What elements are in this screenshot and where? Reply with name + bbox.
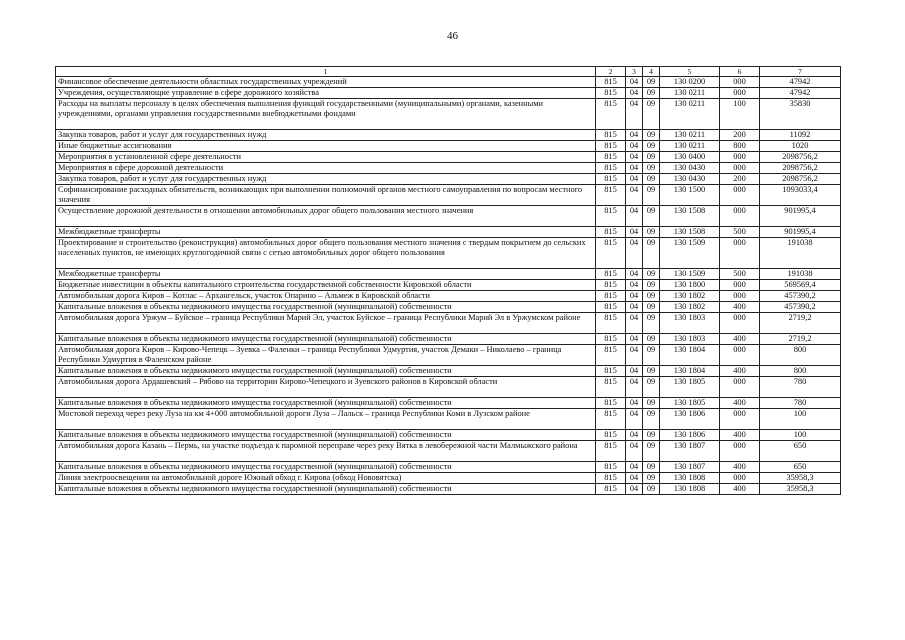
item-name-cell: Межбюджетные трансферты bbox=[56, 269, 596, 280]
header-cell: 4 bbox=[643, 67, 660, 77]
item-name-cell: Закупка товаров, работ и услуг для государственных нужд bbox=[56, 130, 596, 141]
expense-type-cell: 400 bbox=[720, 462, 760, 473]
target-article-cell: 130 1806 bbox=[660, 409, 720, 430]
amount-cell: 191038 bbox=[760, 269, 841, 280]
amount-cell: 780 bbox=[760, 377, 841, 398]
subsection-cell: 09 bbox=[643, 185, 660, 206]
table-row bbox=[56, 473, 841, 484]
subsection-cell: 09 bbox=[643, 334, 660, 345]
target-article-cell: 130 1802 bbox=[660, 291, 720, 302]
table-row bbox=[56, 430, 841, 441]
ministry-code-cell: 815 bbox=[596, 227, 626, 238]
ministry-code-cell: 815 bbox=[596, 398, 626, 409]
target-article-cell: 130 1800 bbox=[660, 280, 720, 291]
expense-type-cell: 000 bbox=[720, 291, 760, 302]
amount-cell: 2719,2 bbox=[760, 313, 841, 334]
section-cell: 04 bbox=[626, 377, 643, 398]
item-name-cell: Иные бюджетные ассигнования bbox=[56, 141, 596, 152]
amount-cell: 650 bbox=[760, 441, 841, 462]
subsection-cell: 09 bbox=[643, 473, 660, 484]
table-header-row bbox=[56, 67, 841, 77]
amount-cell: 100 bbox=[760, 430, 841, 441]
item-name-cell: Закупка товаров, работ и услуг для государственных нужд bbox=[56, 174, 596, 185]
budget-table bbox=[55, 66, 841, 495]
ministry-code-cell: 815 bbox=[596, 269, 626, 280]
expense-type-cell: 500 bbox=[720, 269, 760, 280]
target-article-cell: 130 1808 bbox=[660, 484, 720, 495]
item-name-cell: Капитальные вложения в объекты недвижимого имущества государственной (муниципальной) собственности bbox=[56, 430, 596, 441]
item-name-cell: Мостовой переход через реку Луза на км 4+000 автомобильной дороги Луза – Лальск – граница Республики Коми в Лузском районе bbox=[56, 409, 596, 430]
section-cell: 04 bbox=[626, 441, 643, 462]
amount-cell: 35830 bbox=[760, 99, 841, 130]
expense-type-cell: 000 bbox=[720, 206, 760, 227]
header-cell: 2 bbox=[596, 67, 626, 77]
amount-cell: 47942 bbox=[760, 77, 841, 88]
table-row bbox=[56, 409, 841, 430]
expense-type-cell: 500 bbox=[720, 227, 760, 238]
target-article-cell: 130 1803 bbox=[660, 334, 720, 345]
target-article-cell: 130 1803 bbox=[660, 313, 720, 334]
expense-type-cell: 000 bbox=[720, 345, 760, 366]
amount-cell: 800 bbox=[760, 366, 841, 377]
expense-type-cell: 000 bbox=[720, 77, 760, 88]
table-row bbox=[56, 334, 841, 345]
expense-type-cell: 200 bbox=[720, 174, 760, 185]
amount-cell: 11092 bbox=[760, 130, 841, 141]
ministry-code-cell: 815 bbox=[596, 77, 626, 88]
section-cell: 04 bbox=[626, 185, 643, 206]
ministry-code-cell: 815 bbox=[596, 430, 626, 441]
subsection-cell: 09 bbox=[643, 291, 660, 302]
subsection-cell: 09 bbox=[643, 484, 660, 495]
table-row bbox=[56, 366, 841, 377]
table-row bbox=[56, 141, 841, 152]
item-name-cell: Мероприятия в сфере дорожной деятельности bbox=[56, 163, 596, 174]
target-article-cell: 130 1508 bbox=[660, 206, 720, 227]
section-cell: 04 bbox=[626, 99, 643, 130]
table-row bbox=[56, 484, 841, 495]
item-name-cell: Капитальные вложения в объекты недвижимого имущества государственной (муниципальной) собственности bbox=[56, 484, 596, 495]
item-name-cell: Капитальные вложения в объекты недвижимого имущества государственной (муниципальной) собственности bbox=[56, 302, 596, 313]
expense-type-cell: 100 bbox=[720, 99, 760, 130]
expense-type-cell: 200 bbox=[720, 130, 760, 141]
section-cell: 04 bbox=[626, 291, 643, 302]
table-row bbox=[56, 313, 841, 334]
item-name-cell: Автомобильная дорога Казань – Пермь, на участке подъезда к паромной переправе через реку Вятка в левобережной части Малмыжского района bbox=[56, 441, 596, 462]
ministry-code-cell: 815 bbox=[596, 163, 626, 174]
item-name-cell: Линия электроосвещения на автомобильной дороге Южный обход г. Кирова (обход Нововятска) bbox=[56, 473, 596, 484]
section-cell: 04 bbox=[626, 366, 643, 377]
ministry-code-cell: 815 bbox=[596, 141, 626, 152]
section-cell: 04 bbox=[626, 152, 643, 163]
section-cell: 04 bbox=[626, 302, 643, 313]
target-article-cell: 130 0430 bbox=[660, 163, 720, 174]
amount-cell: 780 bbox=[760, 398, 841, 409]
table-row bbox=[56, 77, 841, 88]
section-cell: 04 bbox=[626, 430, 643, 441]
ministry-code-cell: 815 bbox=[596, 462, 626, 473]
header-cell: 6 bbox=[720, 67, 760, 77]
amount-cell: 35958,3 bbox=[760, 484, 841, 495]
target-article-cell: 130 1808 bbox=[660, 473, 720, 484]
table-row bbox=[56, 88, 841, 99]
expense-type-cell: 400 bbox=[720, 302, 760, 313]
item-name-cell: Проектирование и строительство (реконструкция) автомобильных дорог общего пользования местного значения с твердым покрытием до сельских населенных пунктов, не имеющих круглогодичной связи с сетью автомобильных дорог общего пользования bbox=[56, 238, 596, 269]
expense-type-cell: 400 bbox=[720, 334, 760, 345]
target-article-cell: 130 0430 bbox=[660, 174, 720, 185]
ministry-code-cell: 815 bbox=[596, 99, 626, 130]
expense-type-cell: 000 bbox=[720, 163, 760, 174]
expense-type-cell: 000 bbox=[720, 473, 760, 484]
expense-type-cell: 000 bbox=[720, 152, 760, 163]
item-name-cell: Автомобильная дорога Киров – Кирово-Чепецк – Зуевка – Фаленки – граница Республики Удмуртия, участок Демаки – Николаево – граница Республики Удмуртия в Фаленском районе bbox=[56, 345, 596, 366]
subsection-cell: 09 bbox=[643, 163, 660, 174]
item-name-cell: Капитальные вложения в объекты недвижимого имущества государственной (муниципальной) собственности bbox=[56, 334, 596, 345]
subsection-cell: 09 bbox=[643, 174, 660, 185]
subsection-cell: 09 bbox=[643, 238, 660, 269]
table-row bbox=[56, 345, 841, 366]
table-row bbox=[56, 130, 841, 141]
ministry-code-cell: 815 bbox=[596, 291, 626, 302]
table-row bbox=[56, 398, 841, 409]
ministry-code-cell: 815 bbox=[596, 484, 626, 495]
ministry-code-cell: 815 bbox=[596, 185, 626, 206]
ministry-code-cell: 815 bbox=[596, 409, 626, 430]
section-cell: 04 bbox=[626, 163, 643, 174]
item-name-cell: Расходы на выплаты персоналу в целях обеспечения выполнения функций государственными (муниципальными) органами, казенными учреждениями, органами управления государственными внебюджетными фондами bbox=[56, 99, 596, 130]
ministry-code-cell: 815 bbox=[596, 152, 626, 163]
section-cell: 04 bbox=[626, 409, 643, 430]
target-article-cell: 130 1802 bbox=[660, 302, 720, 313]
subsection-cell: 09 bbox=[643, 366, 660, 377]
table-row bbox=[56, 206, 841, 227]
target-article-cell: 130 0211 bbox=[660, 99, 720, 130]
table-row bbox=[56, 238, 841, 269]
target-article-cell: 130 1508 bbox=[660, 227, 720, 238]
table-row bbox=[56, 291, 841, 302]
ministry-code-cell: 815 bbox=[596, 238, 626, 269]
subsection-cell: 09 bbox=[643, 398, 660, 409]
section-cell: 04 bbox=[626, 280, 643, 291]
table-row bbox=[56, 269, 841, 280]
expense-type-cell: 000 bbox=[720, 313, 760, 334]
ministry-code-cell: 815 bbox=[596, 473, 626, 484]
subsection-cell: 09 bbox=[643, 345, 660, 366]
expense-type-cell: 000 bbox=[720, 409, 760, 430]
ministry-code-cell: 815 bbox=[596, 206, 626, 227]
target-article-cell: 130 1500 bbox=[660, 185, 720, 206]
expense-type-cell: 000 bbox=[720, 441, 760, 462]
item-name-cell: Автомобильная дорога Киров – Котлас – Архангельск, участок Опарино – Альмеж в Кировской области bbox=[56, 291, 596, 302]
table-row bbox=[56, 163, 841, 174]
expense-type-cell: 400 bbox=[720, 366, 760, 377]
ministry-code-cell: 815 bbox=[596, 366, 626, 377]
item-name-cell: Софинансирование расходных обязательств, возникающих при выполнении полномочий органов местного самоуправления по вопросам местного значения bbox=[56, 185, 596, 206]
section-cell: 04 bbox=[626, 473, 643, 484]
ministry-code-cell: 815 bbox=[596, 174, 626, 185]
section-cell: 04 bbox=[626, 484, 643, 495]
target-article-cell: 130 1807 bbox=[660, 441, 720, 462]
table-row bbox=[56, 302, 841, 313]
expense-type-cell: 000 bbox=[720, 185, 760, 206]
amount-cell: 2098756,2 bbox=[760, 163, 841, 174]
amount-cell: 457390,2 bbox=[760, 291, 841, 302]
expense-type-cell: 800 bbox=[720, 141, 760, 152]
amount-cell: 800 bbox=[760, 345, 841, 366]
subsection-cell: 09 bbox=[643, 130, 660, 141]
section-cell: 04 bbox=[626, 334, 643, 345]
ministry-code-cell: 815 bbox=[596, 302, 626, 313]
amount-cell: 1020 bbox=[760, 141, 841, 152]
item-name-cell: Осуществление дорожной деятельности в отношении автомобильных дорог общего пользования местного значения bbox=[56, 206, 596, 227]
target-article-cell: 130 0211 bbox=[660, 141, 720, 152]
expense-type-cell: 000 bbox=[720, 238, 760, 269]
section-cell: 04 bbox=[626, 398, 643, 409]
section-cell: 04 bbox=[626, 206, 643, 227]
target-article-cell: 130 0400 bbox=[660, 152, 720, 163]
target-article-cell: 130 1804 bbox=[660, 345, 720, 366]
subsection-cell: 09 bbox=[643, 441, 660, 462]
target-article-cell: 130 1509 bbox=[660, 238, 720, 269]
table-row bbox=[56, 227, 841, 238]
table-row bbox=[56, 99, 841, 130]
section-cell: 04 bbox=[626, 88, 643, 99]
subsection-cell: 09 bbox=[643, 77, 660, 88]
table-row bbox=[56, 462, 841, 473]
target-article-cell: 130 1805 bbox=[660, 377, 720, 398]
section-cell: 04 bbox=[626, 130, 643, 141]
item-name-cell: Межбюджетные трансферты bbox=[56, 227, 596, 238]
section-cell: 04 bbox=[626, 269, 643, 280]
section-cell: 04 bbox=[626, 227, 643, 238]
amount-cell: 2098756,2 bbox=[760, 174, 841, 185]
expense-type-cell: 000 bbox=[720, 377, 760, 398]
target-article-cell: 130 1804 bbox=[660, 366, 720, 377]
subsection-cell: 09 bbox=[643, 206, 660, 227]
item-name-cell: Учреждения, осуществляющие управление в сфере дорожного хозяйства bbox=[56, 88, 596, 99]
expense-type-cell: 400 bbox=[720, 484, 760, 495]
subsection-cell: 09 bbox=[643, 280, 660, 291]
section-cell: 04 bbox=[626, 462, 643, 473]
item-name-cell: Автомобильная дорога Ардашевский – Рябово на территории Кирово-Чепецкого и Зуевского районов в Кировской области bbox=[56, 377, 596, 398]
subsection-cell: 09 bbox=[643, 409, 660, 430]
item-name-cell: Капитальные вложения в объекты недвижимого имущества государственной (муниципальной) собственности bbox=[56, 398, 596, 409]
amount-cell: 650 bbox=[760, 462, 841, 473]
header-cell: 1 bbox=[56, 67, 596, 77]
amount-cell: 100 bbox=[760, 409, 841, 430]
table-row bbox=[56, 377, 841, 398]
table-row bbox=[56, 280, 841, 291]
amount-cell: 35958,3 bbox=[760, 473, 841, 484]
section-cell: 04 bbox=[626, 313, 643, 334]
expense-type-cell: 000 bbox=[720, 280, 760, 291]
table-row bbox=[56, 152, 841, 163]
expense-type-cell: 000 bbox=[720, 88, 760, 99]
item-name-cell: Мероприятия в установленной сфере деятельности bbox=[56, 152, 596, 163]
subsection-cell: 09 bbox=[643, 462, 660, 473]
target-article-cell: 130 1806 bbox=[660, 430, 720, 441]
subsection-cell: 09 bbox=[643, 227, 660, 238]
subsection-cell: 09 bbox=[643, 313, 660, 334]
subsection-cell: 09 bbox=[643, 269, 660, 280]
ministry-code-cell: 815 bbox=[596, 280, 626, 291]
item-name-cell: Автомобильная дорога Уржум – Буйское – граница Республики Марий Эл, участок Буйское – граница Республики Марий Эл в Уржумском районе bbox=[56, 313, 596, 334]
ministry-code-cell: 815 bbox=[596, 88, 626, 99]
table-row bbox=[56, 174, 841, 185]
section-cell: 04 bbox=[626, 141, 643, 152]
target-article-cell: 130 0211 bbox=[660, 130, 720, 141]
ministry-code-cell: 815 bbox=[596, 377, 626, 398]
subsection-cell: 09 bbox=[643, 430, 660, 441]
item-name-cell: Капитальные вложения в объекты недвижимого имущества государственной (муниципальной) собственности bbox=[56, 366, 596, 377]
amount-cell: 901995,4 bbox=[760, 206, 841, 227]
ministry-code-cell: 815 bbox=[596, 441, 626, 462]
subsection-cell: 09 bbox=[643, 88, 660, 99]
item-name-cell: Бюджетные инвестиции в объекты капитального строительства государственной собственности Кировской области bbox=[56, 280, 596, 291]
amount-cell: 2098756,2 bbox=[760, 152, 841, 163]
amount-cell: 191038 bbox=[760, 238, 841, 269]
amount-cell: 457390,2 bbox=[760, 302, 841, 313]
section-cell: 04 bbox=[626, 174, 643, 185]
header-cell: 5 bbox=[660, 67, 720, 77]
target-article-cell: 130 0211 bbox=[660, 88, 720, 99]
item-name-cell: Капитальные вложения в объекты недвижимого имущества государственной (муниципальной) собственности bbox=[56, 462, 596, 473]
page-number: 46 bbox=[447, 30, 458, 42]
amount-cell: 901995,4 bbox=[760, 227, 841, 238]
table-row bbox=[56, 441, 841, 462]
table-row bbox=[56, 185, 841, 206]
amount-cell: 569569,4 bbox=[760, 280, 841, 291]
section-cell: 04 bbox=[626, 345, 643, 366]
header-cell: 7 bbox=[760, 67, 841, 77]
target-article-cell: 130 1807 bbox=[660, 462, 720, 473]
subsection-cell: 09 bbox=[643, 99, 660, 130]
header-cell: 3 bbox=[626, 67, 643, 77]
section-cell: 04 bbox=[626, 77, 643, 88]
amount-cell: 1093033,4 bbox=[760, 185, 841, 206]
subsection-cell: 09 bbox=[643, 302, 660, 313]
ministry-code-cell: 815 bbox=[596, 130, 626, 141]
target-article-cell: 130 1509 bbox=[660, 269, 720, 280]
ministry-code-cell: 815 bbox=[596, 345, 626, 366]
ministry-code-cell: 815 bbox=[596, 334, 626, 345]
subsection-cell: 09 bbox=[643, 377, 660, 398]
amount-cell: 47942 bbox=[760, 88, 841, 99]
ministry-code-cell: 815 bbox=[596, 313, 626, 334]
target-article-cell: 130 0200 bbox=[660, 77, 720, 88]
expense-type-cell: 400 bbox=[720, 430, 760, 441]
amount-cell: 2719,2 bbox=[760, 334, 841, 345]
target-article-cell: 130 1805 bbox=[660, 398, 720, 409]
expense-type-cell: 400 bbox=[720, 398, 760, 409]
item-name-cell: Финансовое обеспечение деятельности областных государственных учреждений bbox=[56, 77, 596, 88]
subsection-cell: 09 bbox=[643, 141, 660, 152]
section-cell: 04 bbox=[626, 238, 643, 269]
subsection-cell: 09 bbox=[643, 152, 660, 163]
